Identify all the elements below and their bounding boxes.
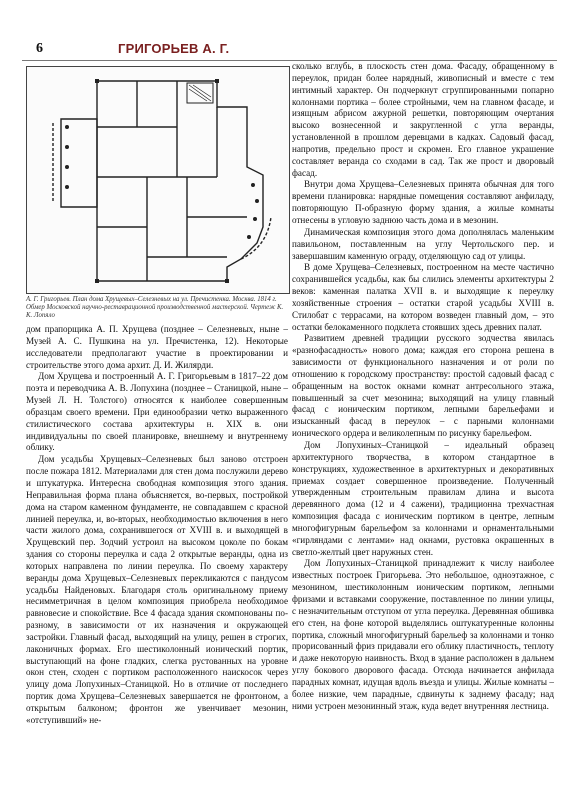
page-number: 6: [36, 41, 43, 56]
paragraph: Дом Хрущева и построенный А. Г. Григорьевым в 1817–22 дом поэта и переводчика А. В. Лопухина (позднее – Станицкой, ныне – Музей Л. Н. Толстого) относятся к наиболее совершенным образцам своего времени. При единообразии четко выраженного стилистического состава архитектуры н. XIX в. они индивидуальны по своей планировке, внешнему и внутреннему облику.: [26, 371, 288, 453]
figure-caption: А. Г. Григорьев. План дома Хрущевых–Селезневых на ул. Пречистенка. Москва. 1814 г. Обмер Московской научно-реставрационной производственной мастерской. Чертеж К. К. Лопяло: [26, 296, 284, 320]
paragraph: Дом Лопухиных–Станицкой – идеальный образец архитектурного творчества, в котором стандартное в конструкциях, художественное в архитектурных и декоративных приемах создает совершенное произведение. Полученный утвержденным строительным правилам длина и высота деревянного дома (12 и 4 сажени), традиционна трехчастная композиция фасада с ионическим портиком в центре, лепным многофигурным барельефом за колоннами и орнаментальными «гирляндами с лентами» над окнами, рустовка окрашенных в светло-желтый цвет наружных стен.: [292, 440, 554, 557]
paragraph: дом прапорщика А. П. Хрущева (позднее – Селезневых, ныне – Музей А. С. Пушкина на ул. Пречистенка, 12). Некоторые исследователи предполагают участие в проектировании и строительстве этого дома архит. Д. И. Жилярди.: [26, 324, 288, 370]
floor-plan-figure: [26, 66, 290, 294]
running-title: ГРИГОРЬЕВ А. Г.: [118, 41, 230, 56]
paragraph: Дом Лопухиных–Станицкой принадлежит к числу наиболее известных построек Григорьева. Это небольшое, одноэтажное, с мезонином, шестиколонным ионическим портиком, лепными фризами и вставками сооружение, поставленное по линии улицы, с незначительным отступом от угла переулка. Деревянная обшивка его стен, на фоне которой выделялись оштукатуренные колонны портика, сложный многофигурный барельеф за колоннами и тонко прорисованный фриз придавали его облику пластичность, теплоту и даже некоторую наивность. Вход в здание расположен в дальнем углу бокового дворового фасада. Отсюда начинается анфилада парадных комнат, идущая вдоль въезда и улицы. Жилые комнаты – более низкие, чем парадные, сдвинуты к заднему фасаду; над ними устроен мезонинный этаж, куда ведет внутренняя лестница.: [292, 558, 554, 711]
paragraph: сколько вглубь, в плоскость стен дома. Фасаду, обращенному в переулок, придан более нарядный, живописный и вместе с тем интимный характер. Он подчеркнут сгруппированными попарно колоннами портика – более стройными, чем на главном фасаде, и изящным абрисом ажурной решетки, повторяющим очертания высоко вознесенной и закругленной с угла веранды, установленной в прошлом деревцами в кадках. Садовый фасад, напротив, предельно прост и скромен. Его главное украшение составляет веранда со сходами в сад. Так же прост и дворовый фасад.: [292, 61, 554, 178]
paragraph: Развитием древней традиции русского зодчества явилась «разнофасадность» нового дома; каждая его сторона решена в зависимости от функционального назначения и от роли по отношению к городскому пространству: простой садовый фасад с обращенным на восток окнами комнат антресольного этажа, повышенный за счет мезонина; выходящий на улицу главный фасад с ионическим портиком, лепными барельефами и изысканный фасад в переулок – с парными колоннами ионического ордера и великолепным по рисунку барельефом.: [292, 333, 554, 439]
page-header: [22, 38, 557, 61]
paragraph: Динамическая композиция этого дома дополнялась маленьким павильоном, поставленным на углу Чертольского пер. и завершавшим каменную ограду, отделяющую сад от улицы.: [292, 226, 554, 261]
paragraph: Дом усадьбы Хрущевых–Селезневых был заново отстроен после пожара 1812. Материалами для стен дома послужили дерево и штукатурка. Интересна свободная композиция этого здания. Неправильная форма плана объясняется, во-первых, постройкой дома на старом каменном фундаменте, не совпадавшем с красной линией переулка, и, во-вторых, необходимостью включения в него части жилого дома, сохранившегося от XVIII в. и выходящей в Хрущевский пер. Зодчий устроил на высоком цоколе по бокам здания со стороны переулка и сада 2 открытые веранды, одна из которых направлена по линии переулка. По своему характеру веранды дома Хрущевых–Селезневых перекликаются с пандусом усадьбы Найденовых. Благодаря столь оригинальному приему несимметричная в целом композиция приобрела необходимое равновесие и спокойствие. Все 4 фасада здания скомпонованы по-разному, в зависимости от их назначения и окружающей застройки. Главный фасад, выходящий на улицу, решен в строгих, лаконичных формах. Его шестиколонный ионический портик, выступающий на фоне гладких, слегка рустованных на уровне окон стен, сходен с портиком расположенного наискосок через улицу дома Лопухиных–Станицкой. Но в отличие от последнего портик дома Хрущева–Селезневых завершается не фронтоном, а открытым балконом; фронтон же увенчивает мезонин, «отступивший» не-: [26, 454, 288, 725]
left-column: [26, 324, 288, 727]
right-column: [292, 61, 554, 712]
paragraph: Внутри дома Хрущева–Селезневых принята обычная для того времени планировка: нарядные помещения составляют анфиладу, повторяющую П-образную форму здания, а жилые комнаты отнесены в угловую заднюю часть дома и в мезонин.: [292, 179, 554, 225]
paragraph: В доме Хрущева–Селезневых, построенном на месте частично сохранившейся усадьбы, как бы слились элементы архитектуры 2 веков: каменная палатка XVII в. и выходящие к переулку хозяйственные строения – остатки старой усадьбы XVIII в. Стилобат с террасами, на котором возведен главный дом, – это остатки белокаменного подклета стоявших здесь древних палат.: [292, 262, 554, 332]
floor-plan-drawing: [27, 67, 289, 293]
